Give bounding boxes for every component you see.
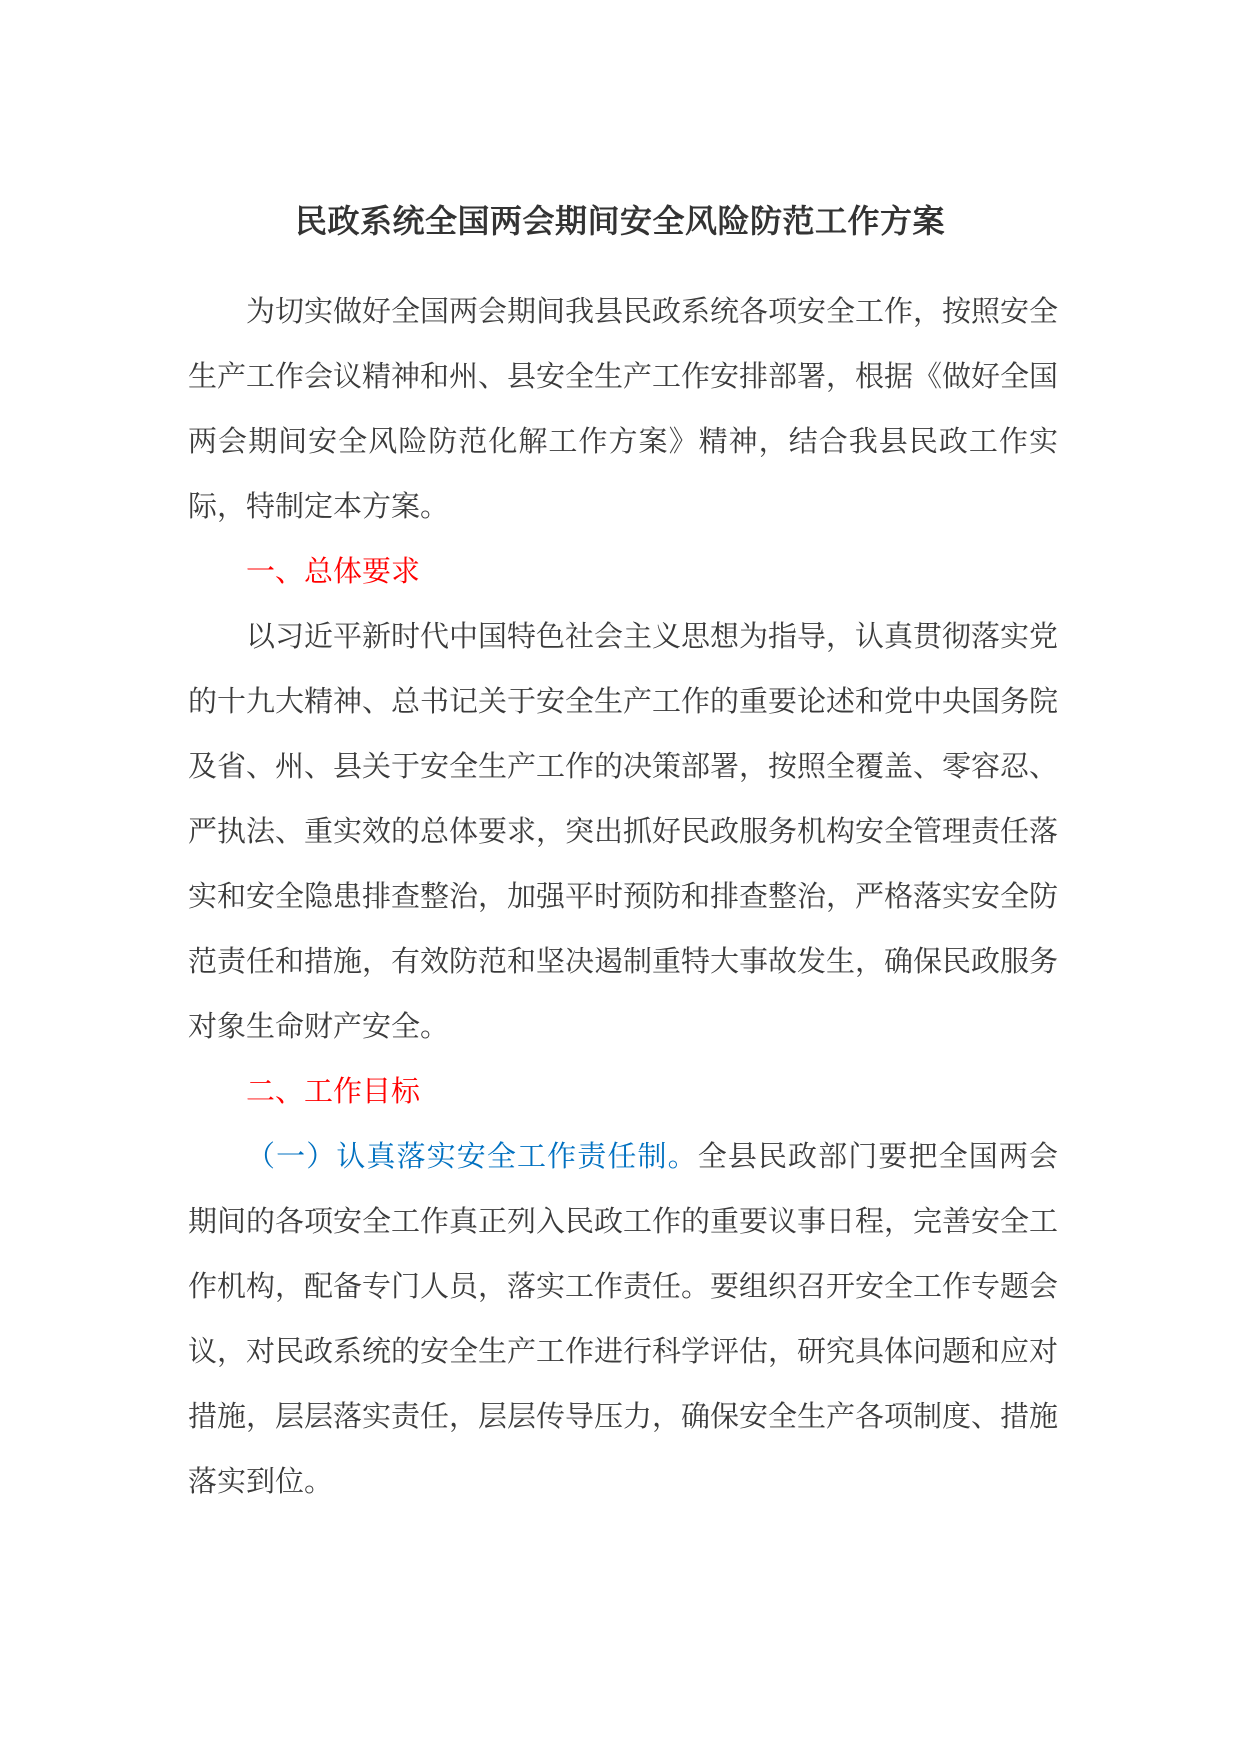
work-goal-item-paragraph (188, 1124, 1058, 1514)
intro-paragraph: 为切实做好全国两会期间我县民政系统各项安全工作，按照安全生产工作会议精神和州、县安全生产工作安排部署，根据《做好全国两会期间安全风险防范化解工作方案》精神，结合我县民政工作实际，特制定本方案。 (188, 294, 1059, 523)
section-heading-work-goals: 二、工作目标 (246, 1074, 421, 1108)
document-title: 民政系统全国两会期间安全风险防范工作方案 (294, 202, 945, 240)
section-body-general-requirements: 以习近平新时代中国特色社会主义思想为指导，认真贯彻落实党的十九大精神、总书记关于安全生产工作的重要论述和党中央国务院及省、州、县关于安全生产工作的决策部署，按照全覆盖、零容忍、严执法、重实效的总体要求，突出抓好民政服务机构安全管理责任落实和安全隐患排查整治，加强平时预防和排查整治，严格落实安全防范责任和措施，有效防范和坚决遏制重特大事故发生，确保民政服务对象生命财产安全。 (188, 619, 1059, 1043)
work-goal-item-body: 全县民政部门要把全国两会期间的各项安全工作真正列入民政工作的重要议事日程，完善安全工作机构，配备专门人员，落实工作责任。要组织召开安全工作专题会议，对民政系统的安全生产工作进行科学评估，研究具体问题和应对措施，层层落实责任，层层传导压力，确保安全生产各项制度、措施落实到位。 (188, 1139, 1059, 1498)
work-goal-item-lead: （一）认真落实安全工作责任制。 (246, 1139, 698, 1173)
section-heading-general-requirements: 一、总体要求 (246, 554, 421, 588)
